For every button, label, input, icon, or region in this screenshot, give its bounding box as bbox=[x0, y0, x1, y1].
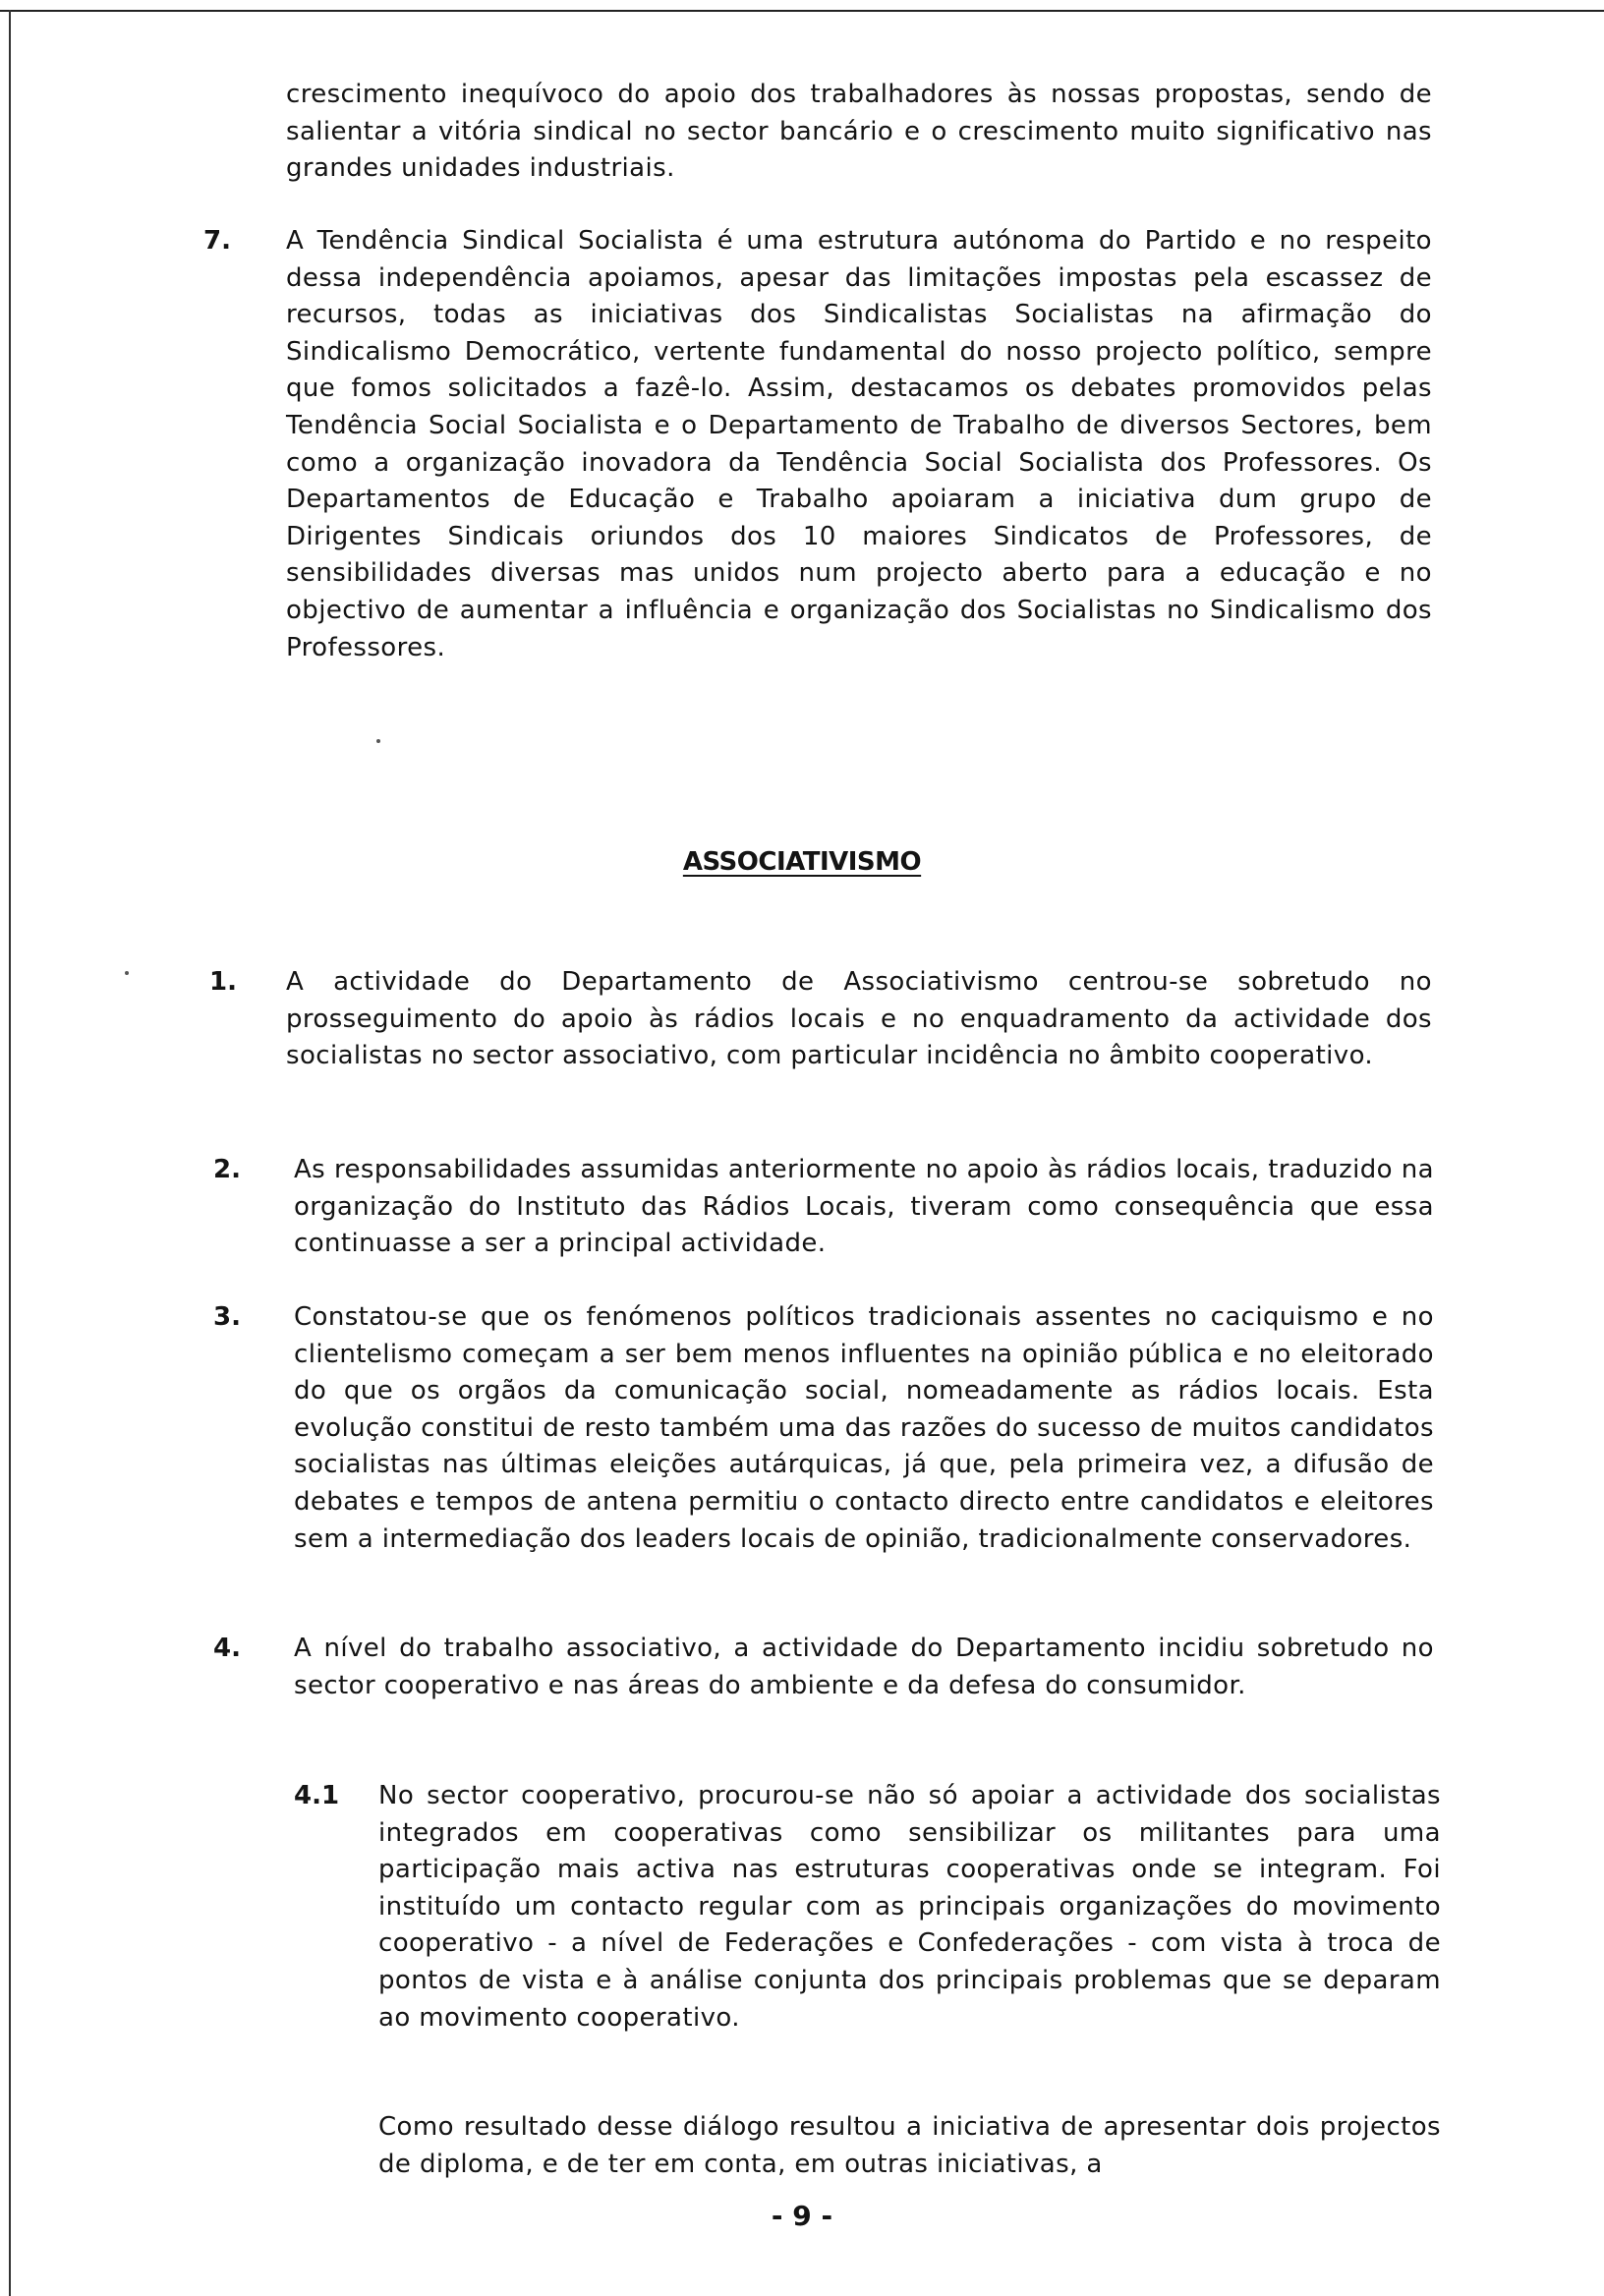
item-3-number: 3. bbox=[213, 1302, 241, 1332]
scan-speck bbox=[125, 971, 129, 975]
continuation-paragraph: Como resultado desse diálogo resultou a iniciativa de apresentar dois projectos de diploma, e de ter em conta, em outras iniciativas, a bbox=[378, 2112, 1441, 2179]
item-2-number: 2. bbox=[213, 1155, 241, 1184]
intro-paragraph: crescimento inequívoco do apoio dos trabalhadores às nossas propostas, sendo de salientar a vitória sindical no sector bancário e o crescimento muito significativo nas grandes unidades industriais. bbox=[286, 80, 1432, 184]
item-7-text: A Tendência Sindical Socialista é uma estrutura autónoma do Partido e no respeito dessa independência apoiamos, apesar das limitações impostas pela escassez de recursos, todas as iniciativas dos Sindicalistas Socialistas na afirmação do Sindicalismo Democrático, vertente fundamental do nosso projecto político, sempre que fomos solicitados a fazê-lo. Assim, destacamos os debates promovidos pelas Tendência Social Socialista e o Departamento de Trabalho de diversos Sectores, bem como a organização inovadora da Tendência Social Socialista dos Professores. Os Departamentos de Educação e Trabalho apoiaram a iniciativa dum grupo de Dirigentes Sindicais oriundos dos 10 maiores Sindicatos de Professores, de sensibilidades diversas mas unidos num projecto aberto para a educação e no objectivo de aumentar a influência e organização dos Socialistas no Sindicalismo dos Professores. bbox=[286, 226, 1432, 662]
item-1-number: 1. bbox=[209, 967, 237, 997]
item-1-text: A actividade do Departamento de Associativismo centrou-se sobretudo no prosseguimento do apoio às rádios locais e no enquadramento da actividade dos socialistas no sector associativo, com particular incidência no âmbito cooperativo. bbox=[286, 967, 1432, 1071]
item-4-1-number: 4.1 bbox=[294, 1781, 340, 1810]
scan-border-top bbox=[0, 10, 1604, 12]
item-4-1-text: No sector cooperativo, procurou-se não só apoiar a actividade dos socialistas integrados em cooperativas como sensibilizar os militantes para uma participação mais activa nas estruturas cooperativas onde se integram. Foi instituído um contacto regular com as principais organizações do movimento cooperativo - a nível de Federações e Confederações - com vista à troca de pontos de vista e à análise conjunta dos principais problemas que se deparam ao movimento cooperativo. bbox=[378, 1781, 1441, 2033]
item-4-text: A nível do trabalho associativo, a actividade do Departamento incidiu sobretudo no sector cooperativo e nas áreas do ambiente e da defesa do consumidor. bbox=[294, 1634, 1434, 1700]
item-4-number: 4. bbox=[213, 1634, 241, 1663]
scan-speck bbox=[376, 739, 380, 743]
page-number: - 9 - bbox=[771, 2200, 833, 2232]
section-heading: ASSOCIATIVISMO bbox=[682, 847, 922, 877]
scan-border-left bbox=[9, 10, 11, 2296]
item-7-number: 7. bbox=[203, 226, 231, 256]
item-2-text: As responsabilidades assumidas anteriormente no apoio às rádios locais, traduzido na organização do Instituto das Rádios Locais, tiveram como consequência que essa continuasse a ser a principal actividade. bbox=[294, 1155, 1434, 1259]
item-3-text: Constatou-se que os fenómenos políticos tradicionais assentes no caciquismo e no clientelismo começam a ser bem menos influentes na opinião pública e no eleitorado do que os orgãos da comunicação social, nomeadamente as rádios locais. Esta evolução constitui de resto também uma das razões do sucesso de muitos candidatos socialistas nas últimas eleições autárquicas, já que, pela primeira vez, a difusão de debates e tempos de antena permitiu o contacto directo entre candidatos e eleitores sem a intermediação dos leaders locais de opinião, tradicionalmente conservadores. bbox=[294, 1302, 1434, 1554]
